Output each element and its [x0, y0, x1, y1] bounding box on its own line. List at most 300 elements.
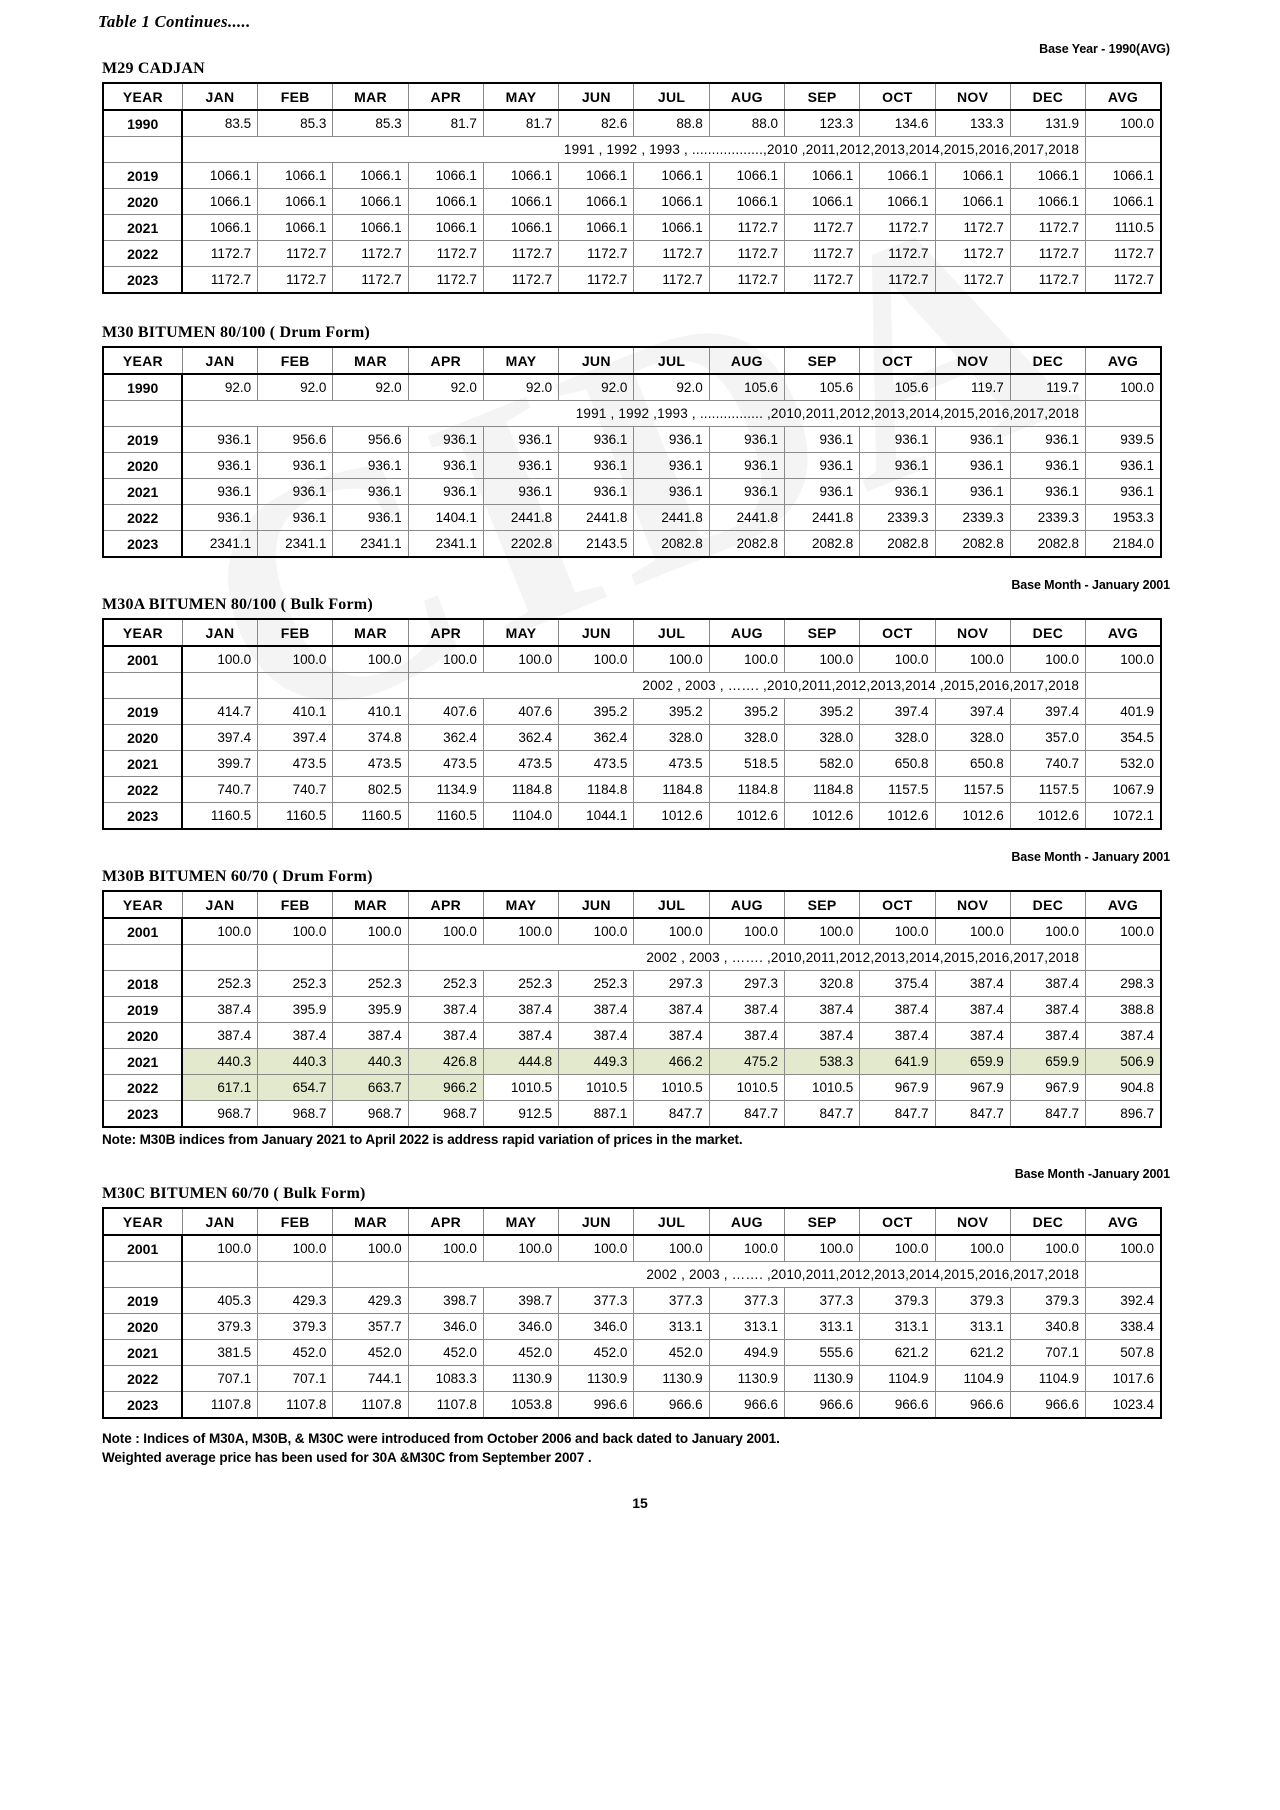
column-header-avg: AVG [1086, 83, 1161, 110]
data-cell: 92.0 [634, 374, 709, 401]
column-header-year: YEAR [103, 891, 182, 918]
column-header-aug: AUG [709, 891, 784, 918]
column-header-nov: NOV [935, 891, 1010, 918]
data-cell: 1172.7 [1010, 215, 1085, 241]
spacer-cell [1086, 1262, 1161, 1288]
data-cell: 1172.7 [333, 267, 408, 294]
data-cell: 1044.1 [559, 803, 634, 830]
data-cell: 1066.1 [483, 215, 558, 241]
data-cell: 966.2 [408, 1075, 483, 1101]
data-cell: 1012.6 [634, 803, 709, 830]
table-row [103, 374, 1161, 401]
data-cell: 387.4 [860, 1023, 935, 1049]
data-cell: 956.6 [333, 427, 408, 453]
row-year: 2023 [103, 1101, 182, 1128]
data-cell: 966.6 [860, 1392, 935, 1419]
data-cell: 346.0 [408, 1314, 483, 1340]
spacer-cell [1086, 945, 1161, 971]
data-cell: 92.0 [258, 374, 333, 401]
data-cell: 2339.3 [860, 505, 935, 531]
data-cell: 387.4 [1086, 1023, 1161, 1049]
data-cell: 641.9 [860, 1049, 935, 1075]
data-cell: 397.4 [860, 699, 935, 725]
data-cell: 1066.1 [258, 163, 333, 189]
column-header-dec: DEC [1010, 1208, 1085, 1235]
column-header-oct: OCT [860, 891, 935, 918]
data-cell: 1107.8 [408, 1392, 483, 1419]
data-cell: 968.7 [333, 1101, 408, 1128]
spacer-cell [333, 673, 408, 699]
data-cell: 387.4 [258, 1023, 333, 1049]
column-header-may: MAY [483, 347, 558, 374]
data-cell: 346.0 [483, 1314, 558, 1340]
data-cell: 936.1 [935, 427, 1010, 453]
table-row [103, 997, 1161, 1023]
data-cell: 395.2 [709, 699, 784, 725]
data-cell: 1066.1 [333, 163, 408, 189]
data-cell: 1160.5 [408, 803, 483, 830]
table-row [103, 453, 1161, 479]
data-cell: 100.0 [634, 1235, 709, 1262]
column-header-feb: FEB [258, 83, 333, 110]
data-cell: 473.5 [483, 751, 558, 777]
data-cell: 1012.6 [860, 803, 935, 830]
data-cell: 100.0 [559, 918, 634, 945]
data-cell: 377.3 [709, 1288, 784, 1314]
data-cell: 939.5 [1086, 427, 1161, 453]
data-cell: 320.8 [784, 971, 859, 997]
data-cell: 475.2 [709, 1049, 784, 1075]
data-cell: 401.9 [1086, 699, 1161, 725]
data-cell: 1012.6 [935, 803, 1010, 830]
data-cell: 1066.1 [559, 215, 634, 241]
data-cell: 936.1 [483, 453, 558, 479]
data-cell: 297.3 [709, 971, 784, 997]
omitted-years-label: 1991 , 1992 , 1993 , ..................,2010 ,2011,2012,2013,2014,2015,2016,2017,2018 [182, 137, 1085, 163]
data-cell: 507.8 [1086, 1340, 1161, 1366]
data-cell: 1184.8 [483, 777, 558, 803]
data-cell: 466.2 [634, 1049, 709, 1075]
data-cell: 1066.1 [1010, 189, 1085, 215]
row-year: 2022 [103, 777, 182, 803]
data-cell: 1072.1 [1086, 803, 1161, 830]
spacer-cell [182, 945, 257, 971]
data-cell: 100.0 [1086, 110, 1161, 137]
data-cell: 362.4 [483, 725, 558, 751]
data-cell: 1172.7 [709, 241, 784, 267]
data-cell: 936.1 [483, 427, 558, 453]
spacer-cell [258, 945, 333, 971]
data-cell: 1184.8 [634, 777, 709, 803]
data-cell: 429.3 [258, 1288, 333, 1314]
column-header-avg: AVG [1086, 891, 1161, 918]
data-cell: 410.1 [333, 699, 408, 725]
data-cell: 105.6 [860, 374, 935, 401]
data-cell: 100.0 [860, 1235, 935, 1262]
data-cell: 1012.6 [709, 803, 784, 830]
data-cell: 2082.8 [634, 531, 709, 558]
data-cell: 313.1 [709, 1314, 784, 1340]
data-cell: 936.1 [860, 453, 935, 479]
column-header-feb: FEB [258, 619, 333, 646]
data-cell: 2441.8 [784, 505, 859, 531]
data-cell: 1172.7 [559, 241, 634, 267]
data-cell: 252.3 [559, 971, 634, 997]
data-cell: 100.0 [1086, 1235, 1161, 1262]
data-cell: 387.4 [483, 997, 558, 1023]
data-cell: 1184.8 [709, 777, 784, 803]
data-cell: 338.4 [1086, 1314, 1161, 1340]
column-header-may: MAY [483, 619, 558, 646]
data-cell: 494.9 [709, 1340, 784, 1366]
column-header-oct: OCT [860, 619, 935, 646]
data-cell: 81.7 [408, 110, 483, 137]
data-cell: 936.1 [559, 453, 634, 479]
data-cell: 1172.7 [935, 241, 1010, 267]
data-cell: 119.7 [1010, 374, 1085, 401]
data-cell: 407.6 [483, 699, 558, 725]
table-row [103, 1075, 1161, 1101]
data-cell: 650.8 [935, 751, 1010, 777]
data-cell: 936.1 [182, 427, 257, 453]
page-content [80, 12, 1200, 1511]
data-cell: 936.1 [1010, 453, 1085, 479]
data-cell: 328.0 [860, 725, 935, 751]
data-cell: 2441.8 [559, 505, 634, 531]
row-year: 2023 [103, 267, 182, 294]
table-header-row [103, 347, 1161, 374]
data-cell: 407.6 [408, 699, 483, 725]
data-cell: 100.0 [258, 646, 333, 673]
data-cell: 1172.7 [258, 267, 333, 294]
data-cell: 1066.1 [333, 215, 408, 241]
data-cell: 1184.8 [784, 777, 859, 803]
data-cell: 2202.8 [483, 531, 558, 558]
row-year: 2022 [103, 1075, 182, 1101]
data-cell: 967.9 [935, 1075, 1010, 1101]
column-header-year: YEAR [103, 619, 182, 646]
omitted-years-label: 2002 , 2003 , ……. ,2010,2011,2012,2013,2014,2015,2016,2017,2018 [408, 945, 1085, 971]
data-cell: 2341.1 [258, 531, 333, 558]
data-cell: 936.1 [408, 479, 483, 505]
data-cell: 92.0 [483, 374, 558, 401]
data-cell: 1066.1 [709, 189, 784, 215]
data-cell: 100.0 [1010, 646, 1085, 673]
data-cell: 100.0 [408, 1235, 483, 1262]
data-cell: 621.2 [860, 1340, 935, 1366]
column-header-sep: SEP [784, 619, 859, 646]
data-cell: 375.4 [860, 971, 935, 997]
data-cell: 387.4 [709, 1023, 784, 1049]
column-header-sep: SEP [784, 1208, 859, 1235]
data-cell: 1130.9 [634, 1366, 709, 1392]
section-spacer [80, 1147, 1200, 1157]
data-cell: 357.7 [333, 1314, 408, 1340]
data-cell: 473.5 [634, 751, 709, 777]
data-cell: 2082.8 [1010, 531, 1085, 558]
data-cell: 518.5 [709, 751, 784, 777]
data-cell: 1066.1 [559, 163, 634, 189]
footer-note-2: Weighted average price has been used for 30A &M30C from September 2007 . [102, 1450, 592, 1465]
data-cell: 936.1 [1010, 427, 1085, 453]
column-header-jan: JAN [182, 1208, 257, 1235]
column-header-dec: DEC [1010, 891, 1085, 918]
data-cell: 2082.8 [860, 531, 935, 558]
omitted-years-label: 1991 , 1992 ,1993 , ................ ,2010,2011,2012,2013,2014,2015,2016,2017,2018 [182, 401, 1085, 427]
data-cell: 2339.3 [1010, 505, 1085, 531]
column-header-jul: JUL [634, 83, 709, 110]
data-cell: 1172.7 [784, 215, 859, 241]
table-title-m30-bitumen-80-100-drum: M30 BITUMEN 80/100 ( Drum Form) [102, 324, 370, 341]
column-header-sep: SEP [784, 347, 859, 374]
data-cell: 362.4 [408, 725, 483, 751]
data-cell: 1067.9 [1086, 777, 1161, 803]
table-row [103, 110, 1161, 137]
data-cell: 313.1 [634, 1314, 709, 1340]
data-cell: 936.1 [709, 479, 784, 505]
row-year: 2022 [103, 1366, 182, 1392]
data-cell: 1023.4 [1086, 1392, 1161, 1419]
data-cell: 100.0 [333, 1235, 408, 1262]
document-page [80, 0, 1200, 1511]
data-cell: 2341.1 [408, 531, 483, 558]
data-cell: 92.0 [182, 374, 257, 401]
data-cell: 1172.7 [1086, 267, 1161, 294]
column-header-may: MAY [483, 83, 558, 110]
data-cell: 81.7 [483, 110, 558, 137]
data-cell: 252.3 [182, 971, 257, 997]
table-row [103, 945, 1161, 971]
data-cell: 313.1 [860, 1314, 935, 1340]
column-header-dec: DEC [1010, 619, 1085, 646]
data-cell: 452.0 [559, 1340, 634, 1366]
data-cell: 379.3 [1010, 1288, 1085, 1314]
table-row [103, 1049, 1161, 1075]
data-cell: 1010.5 [559, 1075, 634, 1101]
data-cell: 1012.6 [1010, 803, 1085, 830]
spacer-cell [333, 945, 408, 971]
data-cell: 397.4 [1010, 699, 1085, 725]
data-cell: 936.1 [333, 453, 408, 479]
data-cell: 100.0 [408, 646, 483, 673]
column-header-jan: JAN [182, 347, 257, 374]
column-header-jul: JUL [634, 347, 709, 374]
data-cell: 395.2 [634, 699, 709, 725]
data-cell: 374.8 [333, 725, 408, 751]
table-row [103, 479, 1161, 505]
data-cell: 1160.5 [182, 803, 257, 830]
column-header-nov: NOV [935, 83, 1010, 110]
table-row [103, 725, 1161, 751]
data-cell: 387.4 [408, 1023, 483, 1049]
footer-notes [80, 1431, 1200, 1465]
column-header-dec: DEC [1010, 347, 1085, 374]
row-year: 2022 [103, 241, 182, 267]
data-cell: 1066.1 [258, 189, 333, 215]
data-cell: 1104.0 [483, 803, 558, 830]
data-cell: 555.6 [784, 1340, 859, 1366]
row-year: 2001 [103, 1235, 182, 1262]
data-cell: 1172.7 [709, 267, 784, 294]
data-cell: 387.4 [408, 997, 483, 1023]
data-cell: 473.5 [333, 751, 408, 777]
data-cell: 744.1 [333, 1366, 408, 1392]
data-cell: 1134.9 [408, 777, 483, 803]
data-cell: 105.6 [709, 374, 784, 401]
page-title: Table 1 Continues..... [98, 12, 251, 31]
data-cell: 740.7 [258, 777, 333, 803]
data-cell: 1404.1 [408, 505, 483, 531]
data-cell: 100.0 [258, 918, 333, 945]
data-cell: 847.7 [634, 1101, 709, 1128]
data-cell: 968.7 [182, 1101, 257, 1128]
table-row [103, 1235, 1161, 1262]
data-cell: 966.6 [935, 1392, 1010, 1419]
base-note: Base Month - January 2001 [1011, 850, 1170, 864]
table-row [103, 803, 1161, 830]
data-cell: 707.1 [258, 1366, 333, 1392]
table-header-row [103, 891, 1161, 918]
table-row [103, 918, 1161, 945]
data-cell: 100.0 [408, 918, 483, 945]
data-cell: 1107.8 [333, 1392, 408, 1419]
table-row [103, 137, 1161, 163]
data-cell: 398.7 [408, 1288, 483, 1314]
data-cell: 707.1 [182, 1366, 257, 1392]
data-cell: 387.4 [935, 997, 1010, 1023]
table-title-m29-cadjan: M29 CADJAN [102, 60, 205, 77]
data-cell: 379.3 [258, 1314, 333, 1340]
row-year: 2023 [103, 1392, 182, 1419]
data-cell: 1066.1 [634, 189, 709, 215]
data-cell: 1066.1 [1086, 189, 1161, 215]
data-cell: 88.0 [709, 110, 784, 137]
data-cell: 387.4 [860, 997, 935, 1023]
data-cell: 298.3 [1086, 971, 1161, 997]
data-cell: 1066.1 [408, 163, 483, 189]
row-year: 2020 [103, 189, 182, 215]
data-cell: 1172.7 [634, 241, 709, 267]
page-number: 15 [632, 1495, 648, 1511]
column-header-sep: SEP [784, 83, 859, 110]
data-cell: 1107.8 [258, 1392, 333, 1419]
data-cell: 654.7 [258, 1075, 333, 1101]
row-year: 2023 [103, 803, 182, 830]
column-header-feb: FEB [258, 347, 333, 374]
data-cell: 936.1 [483, 479, 558, 505]
data-cell: 1066.1 [258, 215, 333, 241]
data-cell: 397.4 [258, 725, 333, 751]
data-cell: 936.1 [333, 479, 408, 505]
row-year: 2019 [103, 699, 182, 725]
data-cell: 252.3 [408, 971, 483, 997]
table-row [103, 215, 1161, 241]
data-cell: 100.0 [784, 646, 859, 673]
data-cell: 936.1 [559, 427, 634, 453]
table-row [103, 427, 1161, 453]
data-cell: 936.1 [935, 453, 1010, 479]
data-cell: 936.1 [408, 427, 483, 453]
row-year [103, 673, 182, 699]
data-cell: 387.4 [935, 1023, 1010, 1049]
data-cell: 1066.1 [1010, 163, 1085, 189]
data-cell: 1066.1 [408, 189, 483, 215]
data-cell: 1066.1 [784, 163, 859, 189]
data-cell: 1130.9 [483, 1366, 558, 1392]
data-cell: 1172.7 [182, 267, 257, 294]
table-row [103, 1101, 1161, 1128]
data-cell: 100.0 [1086, 918, 1161, 945]
data-cell: 100.0 [709, 646, 784, 673]
data-cell: 252.3 [483, 971, 558, 997]
data-cell: 440.3 [182, 1049, 257, 1075]
data-cell: 133.3 [935, 110, 1010, 137]
table-row [103, 1314, 1161, 1340]
table-header-row [103, 83, 1161, 110]
data-cell: 1066.1 [483, 189, 558, 215]
row-year [103, 1262, 182, 1288]
data-cell: 2339.3 [935, 505, 1010, 531]
data-cell: 936.1 [408, 453, 483, 479]
data-cell: 1104.9 [935, 1366, 1010, 1392]
column-header-jun: JUN [559, 347, 634, 374]
data-cell: 1172.7 [860, 215, 935, 241]
data-cell: 387.4 [634, 997, 709, 1023]
column-header-nov: NOV [935, 347, 1010, 374]
data-cell: 328.0 [634, 725, 709, 751]
data-cell: 1130.9 [559, 1366, 634, 1392]
data-cell: 1066.1 [182, 215, 257, 241]
data-cell: 92.0 [559, 374, 634, 401]
data-cell: 392.4 [1086, 1288, 1161, 1314]
data-cell: 966.6 [1010, 1392, 1085, 1419]
data-cell: 506.9 [1086, 1049, 1161, 1075]
data-cell: 936.1 [709, 427, 784, 453]
data-cell: 100.0 [935, 918, 1010, 945]
data-cell: 100.0 [182, 1235, 257, 1262]
data-cell: 100.0 [182, 646, 257, 673]
column-header-oct: OCT [860, 1208, 935, 1235]
table-header-row [103, 1208, 1161, 1235]
data-cell: 1953.3 [1086, 505, 1161, 531]
data-cell: 405.3 [182, 1288, 257, 1314]
data-cell: 650.8 [860, 751, 935, 777]
row-year: 2001 [103, 646, 182, 673]
data-cell: 397.4 [935, 699, 1010, 725]
data-cell: 100.0 [860, 918, 935, 945]
row-year: 2021 [103, 215, 182, 241]
data-cell: 1083.3 [408, 1366, 483, 1392]
column-header-jun: JUN [559, 1208, 634, 1235]
data-cell: 313.1 [784, 1314, 859, 1340]
column-header-apr: APR [408, 347, 483, 374]
column-header-feb: FEB [258, 1208, 333, 1235]
data-cell: 440.3 [333, 1049, 408, 1075]
data-cell: 1157.5 [935, 777, 1010, 803]
data-cell: 100.0 [709, 918, 784, 945]
base-note: Base Month -January 2001 [1014, 1167, 1170, 1181]
data-cell: 440.3 [258, 1049, 333, 1075]
row-year: 2021 [103, 479, 182, 505]
data-cell: 1172.7 [559, 267, 634, 294]
data-cell: 936.1 [860, 479, 935, 505]
data-cell: 936.1 [1086, 479, 1161, 505]
spacer-cell [1086, 401, 1161, 427]
data-cell: 2441.8 [709, 505, 784, 531]
data-cell: 377.3 [784, 1288, 859, 1314]
column-header-jun: JUN [559, 891, 634, 918]
data-cell: 100.0 [1086, 646, 1161, 673]
